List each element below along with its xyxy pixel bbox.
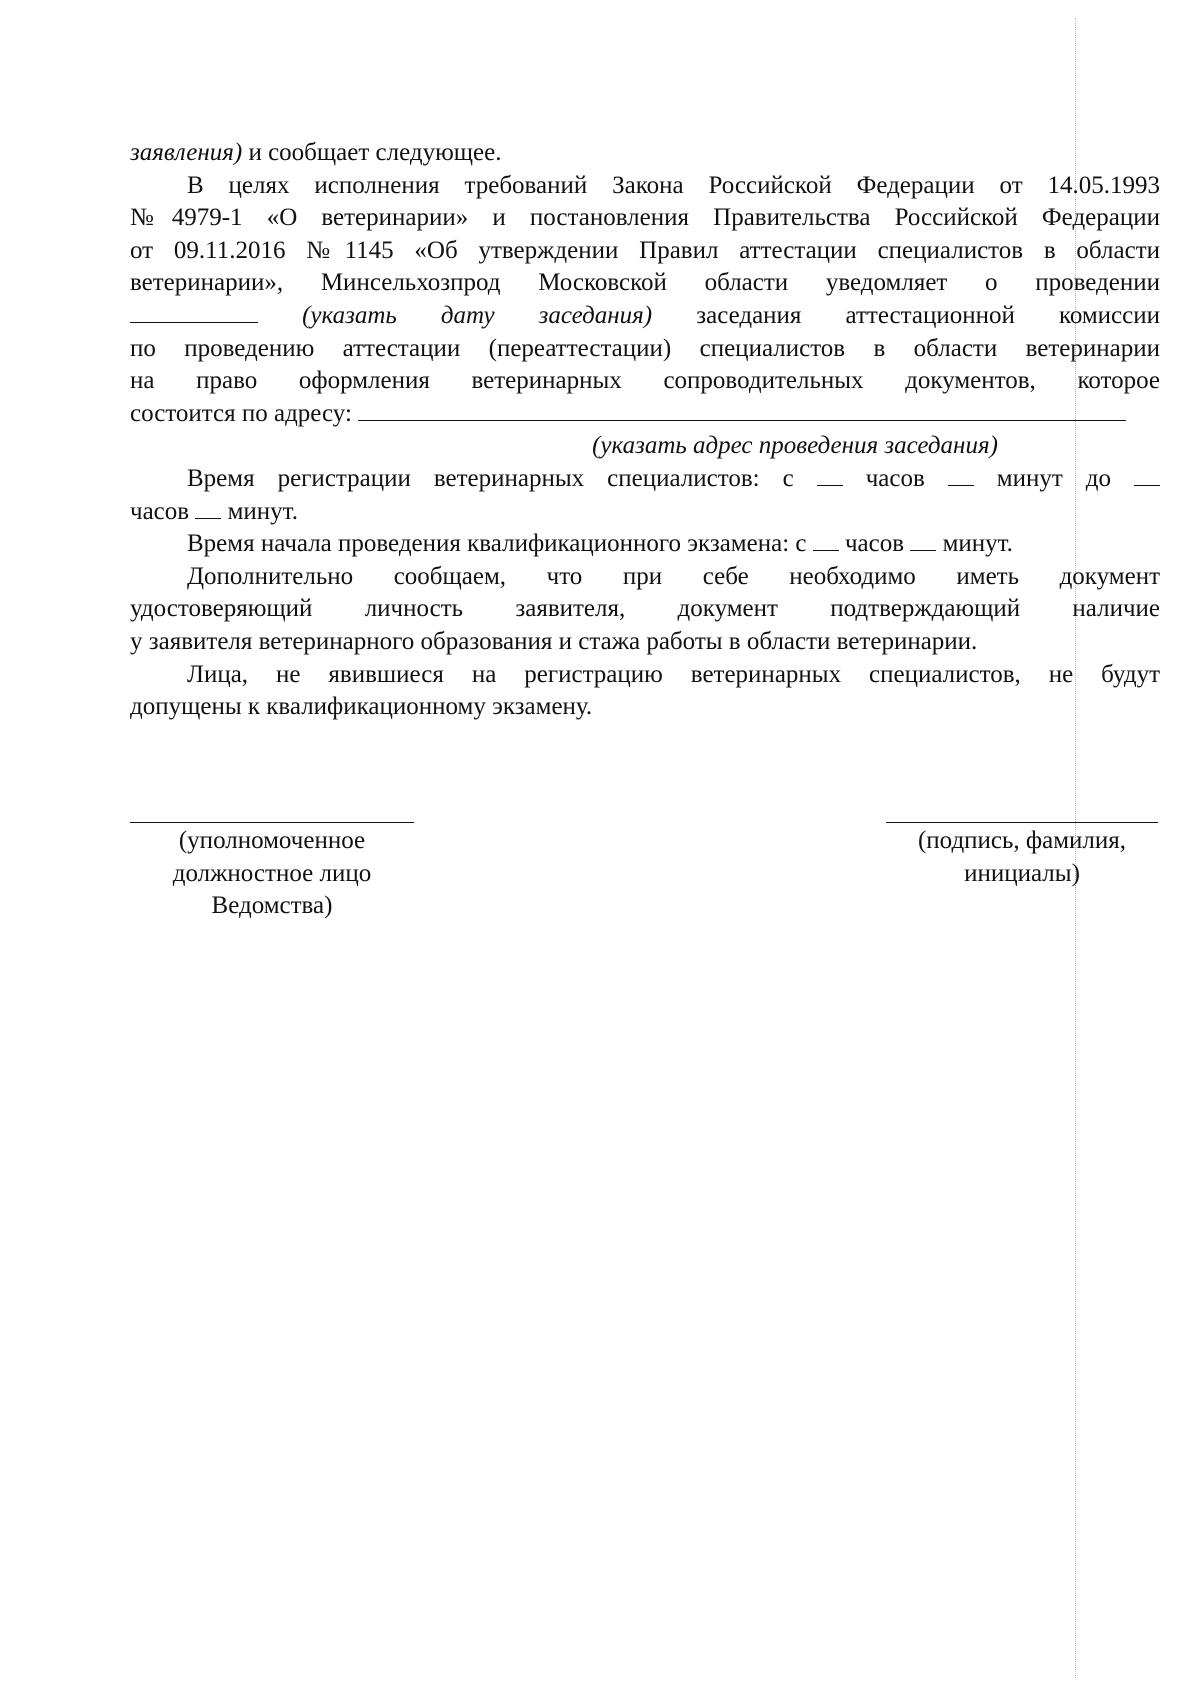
text-fragment: Время начала проведения квалификационного экзамена: с [187, 530, 807, 558]
italic-fragment: заявления) [130, 139, 243, 166]
minutes-blank [948, 463, 974, 486]
signature-line-right [886, 822, 1158, 823]
body-line-18: допущены к квалификационному экзамену. [130, 693, 593, 721]
address-blank [358, 398, 1126, 421]
text-fragment: и сообщает следующее. [242, 139, 502, 166]
hours-blank [1134, 463, 1160, 486]
signature-right-caption-1: (подпись, фамилия, [917, 827, 1127, 854]
text-fragment: минут. [227, 497, 298, 525]
date-hint: (указать дату заседания) [302, 301, 653, 329]
address-hint: (указать адрес проведения заседания) [592, 432, 998, 460]
body-line-16: у заявителя ветеринарного образования и стажа работы в области ветеринарии. [130, 627, 978, 655]
text-fragment: Время регистрации ветеринарных специалистов: с [187, 464, 794, 492]
body-line-3: №4979-1 «О ветеринарии» и постановления Правительства Российской Федерации [130, 204, 1160, 232]
signature-left-caption-2: должностное лицо [172, 859, 372, 887]
text-fragment: часов [130, 497, 190, 525]
hours-blank [813, 528, 839, 551]
body-line-13 [130, 528, 1160, 561]
body-line-2: В целях исполнения требований Закона Российской Федерации от 14.05.1993 [187, 171, 1160, 199]
hours-blank [817, 463, 843, 486]
body-line-1 [130, 137, 1160, 170]
address-label: состоится по адресу: [130, 399, 352, 427]
body-line-12 [130, 496, 1160, 529]
text-fragment: часов [865, 464, 925, 492]
body-line-17: Лица, не явившиеся на регистрацию ветеринарных специалистов, не будут [187, 660, 1160, 688]
signature-left [130, 822, 414, 923]
text-fragment: часов [844, 530, 905, 558]
body-line-14: Дополнительно сообщаем, что при себе необходимо иметь документ [187, 562, 1160, 590]
body-line-6 [130, 300, 1160, 333]
body-line-5: ветеринарии», Минсельхозпрод Московской области уведомляет о проведении [130, 269, 1160, 297]
body-line-11 [130, 463, 1160, 496]
signature-left-caption-3: Ведомства) [211, 892, 333, 920]
letter-body [130, 137, 1160, 724]
text-fragment: минут до [996, 464, 1111, 492]
signature-right-caption-2: инициалы) [964, 859, 1080, 887]
body-line-8: на право оформления ветеринарных сопроводительных документов, которое [130, 367, 1160, 395]
text-fragment: минут. [942, 530, 1013, 558]
signature-right [886, 822, 1158, 890]
signature-left-caption-1: (уполномоченное [178, 827, 366, 854]
minutes-blank [910, 528, 936, 551]
text-fragment: заседания аттестационной комиссии [696, 301, 1160, 329]
body-line-7: по проведению аттестации (переаттестации) специалистов в области ветеринарии [130, 334, 1160, 362]
minutes-blank [195, 496, 221, 519]
body-line-15: удостоверяющий личность заявителя, документ подтверждающий наличие [130, 595, 1160, 623]
signature-line-left [130, 822, 414, 823]
date-blank [130, 300, 258, 323]
body-line-4: от 09.11.2016 №1145 «Об утверждении Правил аттестации специалистов в области [130, 236, 1160, 264]
body-line-9 [130, 398, 1160, 431]
